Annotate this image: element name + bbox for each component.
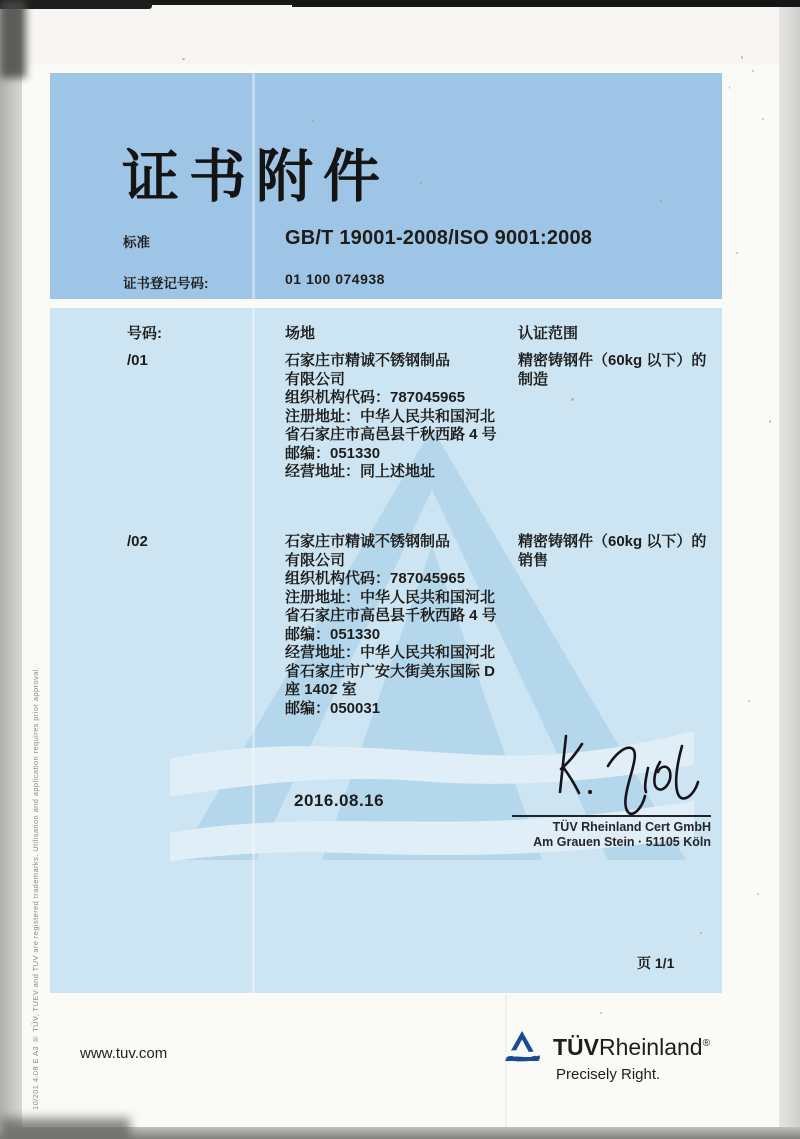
text-line: 邮编：050031	[285, 699, 381, 717]
column-header-scope: 认证范围	[518, 325, 579, 342]
text-line: 注册地址：中华人民共和国河北	[285, 407, 496, 425]
tuv-website-url: www.tuv.com	[80, 1045, 168, 1062]
standard-value: GB/T 19001-2008/ISO 9001:2008	[285, 227, 593, 249]
text-line: 省石家庄市高邑县千秋西路 4 号	[285, 426, 497, 443]
issuer-name: TÜV Rheinland Cert GmbH	[552, 820, 711, 834]
row1-number: /01	[127, 352, 148, 369]
brand-tuv: TÜV	[553, 1034, 599, 1060]
issue-date: 2016.08.16	[294, 791, 385, 810]
text-line: 销售	[518, 551, 549, 569]
text-line: 邮编：051330	[285, 444, 381, 462]
text-line: 注册地址：中华人民共和国河北	[285, 588, 496, 606]
text-line: 座 1402 室	[285, 681, 357, 698]
registered-mark-icon: ®	[702, 1038, 710, 1049]
column-header-site: 场地	[285, 325, 316, 342]
text-line: 组织机构代码：787045965	[285, 389, 466, 406]
scanner-edge-right	[779, 0, 800, 1139]
side-legal-note: 10/201 4.08 E A3 ® TÜV, TUEV and TUV are registered trademarks. Utilisation and application requires prior approval.	[31, 666, 40, 1110]
standard-label: 标准	[123, 235, 150, 250]
cert-number-value: 01 100 074938	[285, 271, 385, 287]
text-line: 有限公司	[285, 551, 346, 569]
text-line: 制造	[518, 370, 549, 388]
row2-site	[285, 533, 517, 718]
text-line: 省石家庄市广安大街美东国际 D	[285, 662, 496, 680]
brand-wordmark	[553, 1034, 710, 1061]
scan-fold-line-bottom	[505, 995, 507, 1139]
row1-site	[285, 352, 517, 482]
signature-line	[512, 815, 711, 817]
paper-top-tint	[22, 5, 779, 65]
issuer-block	[460, 820, 711, 849]
row2-number: /02	[127, 533, 148, 550]
column-header-number: 号码:	[127, 325, 162, 342]
brand-tagline: Precisely Right.	[556, 1066, 661, 1083]
row1-scope	[518, 352, 718, 389]
text-line: 精密铸钢件（60kg 以下）的	[518, 533, 707, 550]
row2-scope	[518, 533, 718, 570]
text-line: 石家庄市精诚不锈钢制品	[285, 352, 451, 369]
issuer-address: Am Grauen Stein · 51105 Köln	[533, 834, 711, 849]
text-line: 邮编：051330	[285, 625, 381, 643]
text-line: 组织机构代码：787045965	[285, 570, 466, 587]
text-line: 省石家庄市高邑县千秋西路 4 号	[285, 607, 497, 624]
text-line: 经营地址：中华人民共和国河北	[285, 644, 496, 661]
certificate-title: 证书附件	[122, 145, 390, 209]
scan-blot-bottom-left	[0, 1118, 130, 1139]
tuv-rheinland-logo-icon	[504, 1030, 540, 1064]
text-line: 石家庄市精诚不锈钢制品	[285, 533, 451, 550]
cert-number-label: 证书登记号码:	[123, 276, 209, 291]
text-line: 精密铸钢件（60kg 以下）的	[518, 352, 707, 369]
handwritten-signature	[548, 728, 712, 820]
text-line: 经营地址：同上述地址	[285, 463, 436, 480]
scan-blot-top-left	[0, 0, 26, 78]
page-indicator: 页 1/1	[637, 955, 675, 971]
brand-rheinland: Rheinland	[599, 1034, 703, 1060]
text-line: 有限公司	[285, 370, 346, 388]
scanner-edge-top-right	[292, 0, 800, 7]
scanner-edge-left	[0, 0, 22, 1139]
